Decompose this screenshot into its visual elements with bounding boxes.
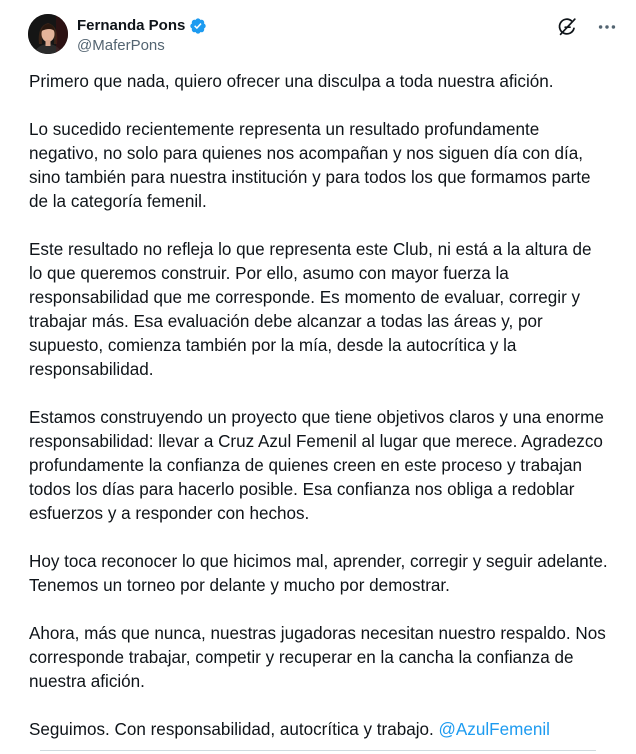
- post-header: [28, 14, 618, 58]
- closing-text: Seguimos. Con responsabilidad, autocrítica y trabajo.: [29, 720, 439, 739]
- post-paragraph: Primero que nada, quiero ofrecer una disculpa a toda nuestra afición.: [29, 72, 554, 91]
- post-paragraph: Lo sucedido recientemente representa un resultado profundamente negativo, no solo para quienes nos acompañan y nos siguen día con día, sino también para nuestra institución y para todos los que formamos parte de la categoría femenil.: [29, 120, 591, 211]
- post-closing-paragraph: [29, 718, 609, 742]
- more-options-icon[interactable]: [596, 16, 618, 38]
- divider: [40, 750, 596, 751]
- mention-link[interactable]: @AzulFemenil: [438, 720, 550, 739]
- avatar-image: [28, 14, 68, 54]
- name-row: [77, 16, 207, 36]
- grok-icon[interactable]: [556, 16, 578, 38]
- post-body: [29, 70, 609, 742]
- post-paragraph: Hoy toca reconocer lo que hicimos mal, aprender, corregir y seguir adelante. Tenemos un torneo por delante y mucho por demostrar.: [29, 552, 608, 595]
- handle[interactable]: @MaferPons: [77, 37, 165, 54]
- verified-badge-icon: [189, 17, 207, 35]
- avatar[interactable]: [28, 14, 68, 54]
- post-paragraph: Ahora, más que nunca, nuestras jugadoras necesitan nuestro respaldo. Nos corresponde trabajar, competir y recuperar en la cancha la confianza de nuestra afición.: [29, 624, 606, 691]
- post-paragraph: Estamos construyendo un proyecto que tiene objetivos claros y una enorme responsabilidad: llevar a Cruz Azul Femenil al lugar que merece. Agradezco profundamente la confianza de quienes creen en este proceso y trabajan todos los días para hacerlo posible. Esa confianza nos obliga a redoblar esfuerzos y a responder con hechos.: [29, 408, 604, 523]
- display-name[interactable]: Fernanda Pons: [77, 17, 186, 34]
- post-paragraph: Este resultado no refleja lo que representa este Club, ni está a la altura de lo que queremos construir. Por ello, asumo con mayor fuerza la responsabilidad que me corresponde. Es momento de evaluar, corregir y trabajar más. Esa evaluación debe alcanzar a todas las áreas y, por supuesto, comienza también por la mía, desde la autocrítica y la responsabilidad.: [29, 240, 592, 379]
